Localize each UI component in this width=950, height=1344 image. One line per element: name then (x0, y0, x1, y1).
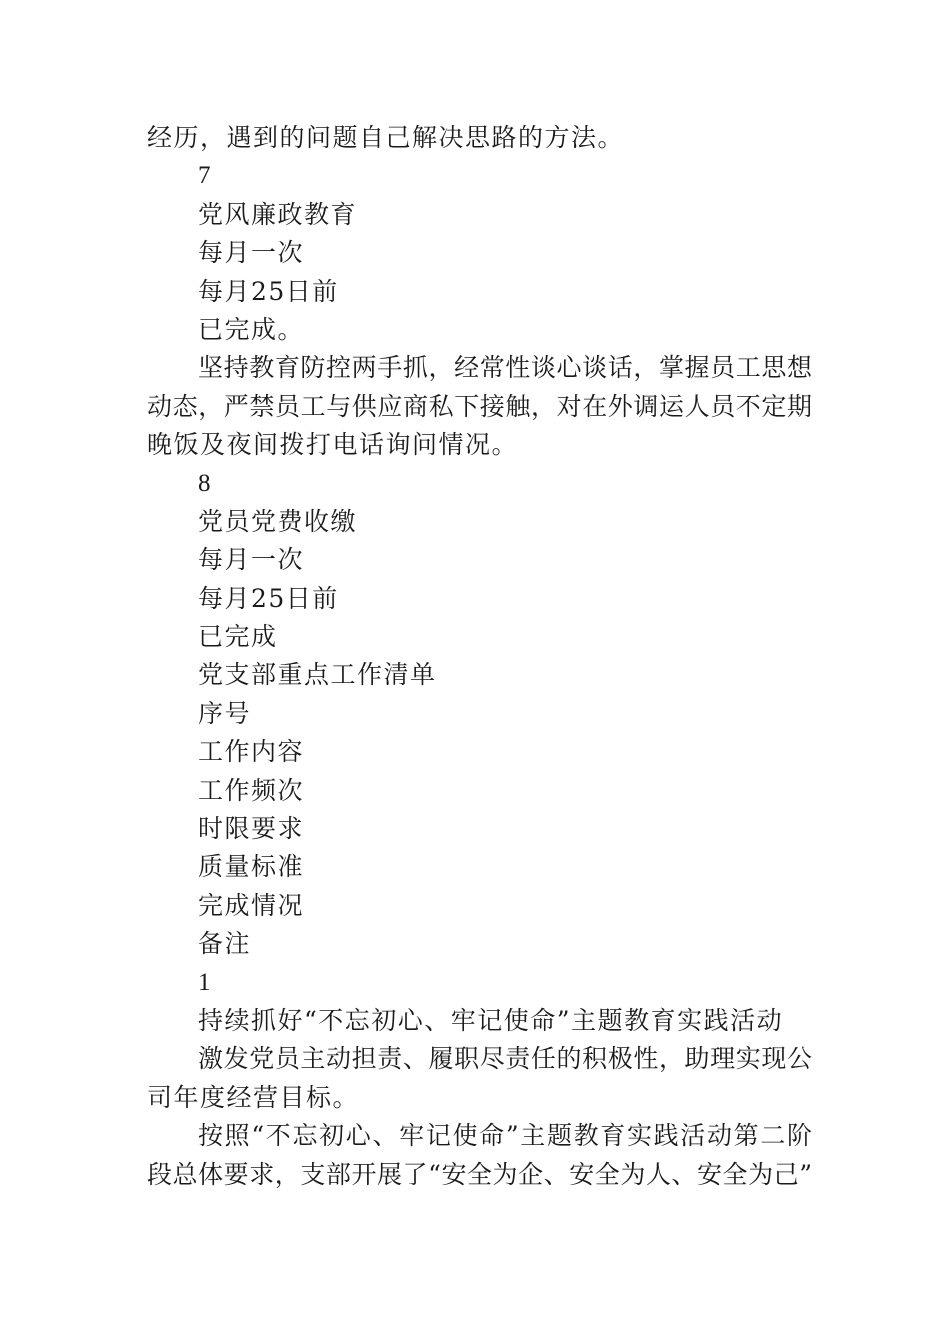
paragraph-line: 动态，严禁员工与供应商私下接触，对在外调运人员不定期 (147, 391, 812, 421)
column-header: 工作内容 (198, 737, 305, 767)
column-header: 工作频次 (198, 775, 305, 805)
paragraph-line: 段总体要求，支部开展了“安全为企、安全为人、安全为己” (147, 1159, 812, 1189)
paragraph-line: 晚饭及夜间拨打电话询问情况。 (147, 430, 519, 460)
item-title: 党员党费收缴 (198, 506, 358, 536)
item-number: 7 (198, 162, 212, 190)
paragraph-line: 司年度经营目标。 (147, 1082, 360, 1112)
item-frequency: 每月一次 (198, 545, 305, 575)
item-deadline: 每月25日前 (198, 583, 339, 613)
column-header: 备注 (198, 929, 252, 959)
paragraph-line: 激发党员主动担责、履职尽责任的积极性，助理实现公 (198, 1044, 812, 1074)
paragraph-line: 经历，遇到的问题自己解决思路的方法。 (147, 123, 625, 152)
paragraph-line: 按照“不忘初心、牢记使命”主题教育实践活动第二阶 (198, 1121, 812, 1151)
column-header: 完成情况 (198, 890, 305, 920)
item-deadline: 每月25日前 (198, 276, 339, 306)
item-number: 8 (198, 469, 212, 497)
column-header: 序号 (198, 698, 252, 728)
item-number: 1 (198, 968, 212, 996)
item-status: 已完成。 (198, 314, 305, 344)
item-title: 持续抓好“不忘初心、牢记使命”主题教育实践活动 (198, 1005, 784, 1035)
column-header: 质量标准 (198, 852, 305, 882)
document-page (147, 119, 812, 1194)
item-frequency: 每月一次 (198, 238, 305, 268)
section-heading: 党支部重点工作清单 (198, 660, 437, 690)
column-header: 时限要求 (198, 814, 305, 844)
item-title: 党风廉政教育 (198, 199, 358, 229)
paragraph-line: 坚持教育防控两手抓，经常性谈心谈话，掌握员工思想 (198, 353, 812, 383)
item-status: 已完成 (198, 622, 278, 652)
